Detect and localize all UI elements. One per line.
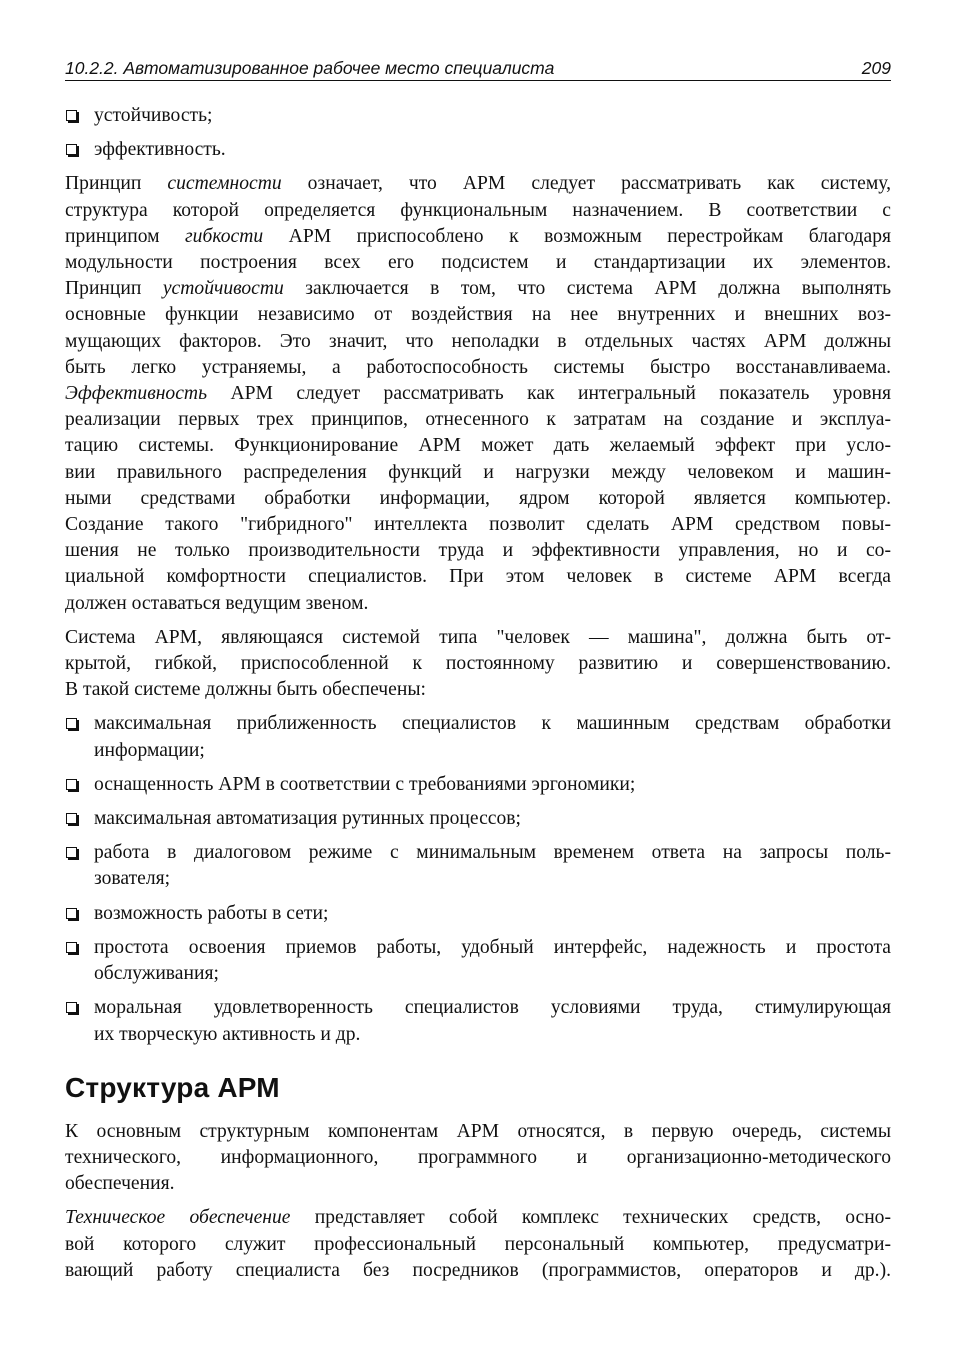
text-line: должен оставаться ведущим звеном. (65, 592, 369, 614)
text-line: вающий работу специалиста без посредников (программистов, операторов и др.). (65, 1259, 891, 1281)
paragraph-technical-support (65, 1205, 891, 1284)
text-line: тацию системы. Функционирование АРМ может дать желаемый эффект при усло- (65, 435, 891, 457)
list-item (65, 711, 891, 763)
list-item-text: возможность работы в сети; (94, 902, 329, 924)
text-line: модульности построения всех его подсистем и стандартизации их элементов. (65, 252, 891, 274)
bullet-list-requirements (65, 711, 891, 1047)
list-item (65, 103, 891, 129)
text-line: К основным структурным компонентам АРМ относятся, в первую очередь, системы (65, 1120, 891, 1142)
text-line (65, 171, 891, 197)
text-line: вии правильного распределения функций и нагрузки между человеком и машин- (65, 461, 891, 483)
list-item-text: их творческую активность и др. (94, 1023, 361, 1045)
page-content (65, 103, 891, 1284)
text-run: принципом (65, 225, 186, 247)
checkbox-bullet-icon (66, 813, 77, 824)
page-number: 209 (861, 58, 891, 78)
bullet-list-principles (65, 103, 891, 163)
emphasis-term: Техническое обеспечение (65, 1207, 291, 1229)
text-run: Принцип (65, 173, 168, 195)
list-item-text: устойчивость; (94, 105, 213, 126)
book-page (65, 0, 891, 1292)
checkbox-bullet-icon (66, 110, 77, 121)
text-line: ными средствами обработки информации, ядром которой является компьютер. (65, 487, 891, 509)
checkbox-bullet-icon (66, 847, 77, 858)
emphasis-term: устойчивости (162, 278, 284, 300)
text-run: представляет собой комплекс технических средств, осно- (290, 1207, 892, 1229)
text-run: заключается в том, что система АРМ должна выполнять (283, 278, 892, 300)
text-line (65, 276, 891, 302)
list-item-text: зователя; (94, 868, 171, 890)
checkbox-bullet-icon (66, 1002, 77, 1013)
text-run: означает, что АРМ следует рассматривать как систему, (281, 173, 891, 195)
list-item-text: эффективность. (94, 139, 226, 161)
list-item-text: максимальная приближенность специалистов к машинным средствам обработки (94, 713, 891, 735)
text-line: В такой системе должны быть обеспечены: (65, 679, 426, 701)
list-item-text: максимальная автоматизация рутинных процессов; (94, 808, 521, 830)
emphasis-term: гибкости (185, 225, 264, 247)
list-item-text: моральная удовлетворенность специалистов условиями труда, стимулирующая (94, 997, 891, 1019)
emphasis-term: Эффективность (65, 383, 207, 405)
text-line: технического, информационного, программного и организационно-методического (65, 1146, 891, 1168)
checkbox-bullet-icon (66, 908, 77, 919)
text-line: обеспечения. (65, 1173, 175, 1195)
text-line: основные функции независимо от воздействия на нее внутренних и внешних воз- (65, 304, 891, 326)
text-line: циальной комфортности специалистов. При этом человек в системе АРМ всегда (65, 566, 891, 588)
text-line (65, 1205, 891, 1231)
list-item-text: информации; (94, 739, 205, 761)
text-line: Система АРМ, являющаяся системой типа "человек — машина", должна быть от- (65, 626, 891, 648)
checkbox-bullet-icon (66, 942, 77, 953)
list-item-text: оснащенность АРМ в соответствии с требованиями эргономики; (94, 773, 636, 795)
list-item (65, 840, 891, 892)
text-line: вой которого служит профессиональный персональный компьютер, предусматри- (65, 1233, 891, 1255)
running-header (65, 56, 891, 81)
list-item (65, 901, 891, 927)
text-line: шения не только производительности труда и эффективности управления, но и со- (65, 540, 891, 562)
list-item-text: работа в диалоговом режиме с минимальным временем ответа на запросы поль- (94, 842, 891, 864)
list-item (65, 806, 891, 832)
text-line: Создание такого "гибридного" интеллекта позволит сделать АРМ средством повы- (65, 514, 891, 536)
list-item (65, 137, 891, 163)
section-heading: Структура АРМ (65, 1071, 280, 1103)
list-item (65, 772, 891, 798)
paragraph-structure (65, 1119, 891, 1198)
text-line: структура которой определяется функциональным назначением. В соответствии с (65, 199, 891, 221)
text-line: быть легко устраняемы, а работоспособность системы быстро восстанавливаема. (65, 356, 891, 378)
emphasis-term: системности (167, 173, 282, 195)
list-item (65, 935, 891, 987)
text-run: АРМ приспособлено к возможным перестройкам благодаря (263, 225, 891, 247)
text-line: мущающих факторов. Это значит, что неполадки в отдельных частях АРМ должны (65, 330, 891, 352)
checkbox-bullet-icon (66, 779, 77, 790)
text-line (65, 224, 891, 250)
list-item-text: обслуживания; (94, 963, 219, 985)
text-run: Принцип (65, 278, 163, 300)
text-line: реализации первых трех принципов, отнесенного к затратам на создание и эксплуа- (65, 409, 891, 431)
paragraph-system-requirements (65, 625, 891, 704)
list-item-text: простота освоения приемов работы, удобный интерфейс, надежность и простота (94, 936, 891, 958)
list-item (65, 995, 891, 1047)
checkbox-bullet-icon (66, 718, 77, 729)
text-line: крытой, гибкой, приспособленной к постоянному развитию и совершенствованию. (65, 653, 891, 675)
checkbox-bullet-icon (66, 144, 77, 155)
running-header-title: 10.2.2. Автоматизированное рабочее место специалиста (65, 58, 555, 78)
paragraph-principles (65, 171, 891, 616)
text-run: АРМ следует рассматривать как интегральный показатель уровня (207, 383, 891, 405)
text-line (65, 381, 891, 407)
